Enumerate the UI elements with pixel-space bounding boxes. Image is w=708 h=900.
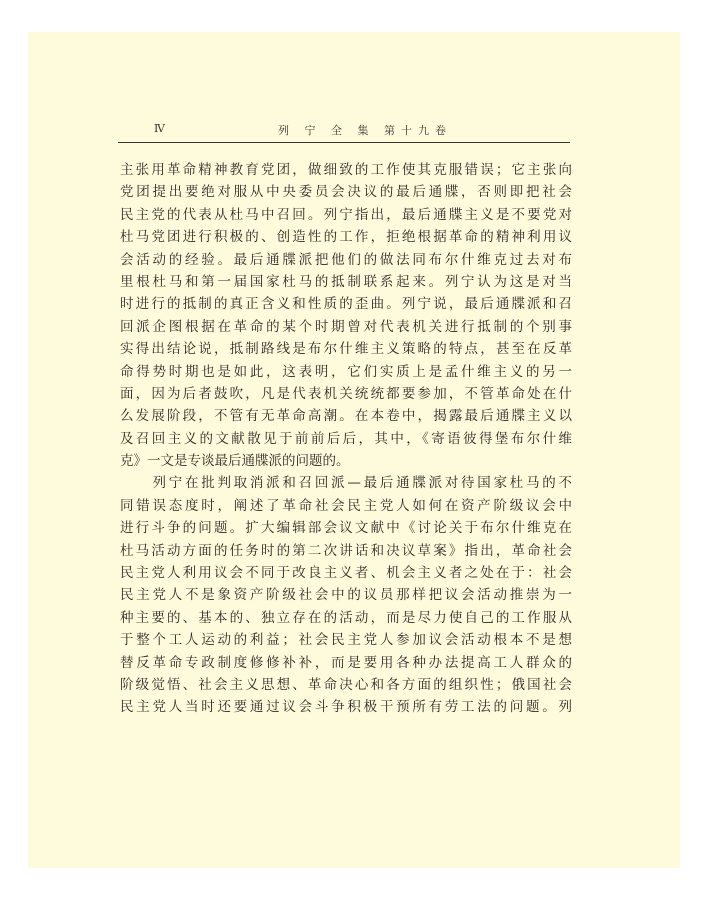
text-line: 时进行的抵制的真正含义和性质的歪曲。列宁说，最后通牒派和召	[120, 296, 572, 313]
page-header	[118, 120, 570, 143]
text-line: 阶级觉悟、社会主义思想、革命决心和各方面的组织性；俄国社会	[120, 676, 572, 693]
text-line: 面，因为后者鼓吹，凡是代表机关统统都要参加，不管革命处在什	[120, 385, 572, 402]
text-line: 杜马活动方面的任务时的第二次讲话和决议草案》指出，革命社会	[120, 542, 572, 559]
text-line: 民主党人当时还要通过议会斗争积极干预所有劳工法的问题。列	[120, 699, 572, 716]
paragraph	[120, 159, 572, 472]
text-line: 会活动的经验。最后通牒派把他们的做法同布尔什维克过去对布	[120, 251, 572, 268]
text-line: 主张用革命精神教育党团，做细致的工作使其克服错误；它主张向	[120, 162, 572, 178]
text-line: 及召回主义的文献散见于前前后后，其中，《寄语彼得堡布尔什维	[120, 430, 572, 447]
text-line: 进行斗争的问题。扩大编辑部会议文献中《讨论关于布尔什维克在	[120, 520, 572, 537]
text-line: 命得势时期也是如此，这表明，它们实质上是孟什维主义的另一	[120, 363, 572, 380]
running-title: 列 宁 全 集 第十九卷	[278, 124, 452, 137]
text-line: 民主党人不是象资产阶级社会中的议员那样把议会活动推崇为一	[120, 587, 572, 604]
paragraph	[120, 472, 572, 718]
body-text	[120, 159, 572, 719]
text-line: 克》一文是专谈最后通牒派的问题的。	[120, 453, 350, 470]
text-line: 党团提出要绝对服从中央委员会决议的最后通牒，否则即把社会	[120, 184, 572, 201]
text-line: 替反革命专政制度修修补补，而是要用各种办法提高工人群众的	[120, 654, 572, 671]
text-line: 里根杜马和第一届国家杜马的抵制联系起来。列宁认为这是对当	[120, 273, 572, 290]
text-line: 杜马党团进行积极的、创造性的工作，拒绝根据革命的精神利用议	[120, 229, 572, 246]
page-number: Ⅳ	[154, 123, 165, 135]
text-line: 种主要的、基本的、独立存在的活动，而是尽力使自己的工作服从	[120, 609, 572, 626]
text-line: 民主党人利用议会不同于改良主义者、机会主义者之处在于：社会	[120, 565, 572, 582]
text-line: 么发展阶段，不管有无革命高潮。在本卷中，揭露最后通牒主义以	[120, 408, 572, 425]
text-line: 列宁在批判取消派和召回派—最后通牒派对待国家杜马的不	[120, 475, 572, 492]
text-line: 于整个工人运动的利益；社会民主党人参加议会活动根本不是想	[120, 632, 572, 649]
text-line: 实得出结论说，抵制路线是布尔什维主义策略的特点，甚至在反革	[120, 341, 572, 358]
text-line: 回派企图根据在革命的某个时期曾对代表机关进行抵制的个别事	[120, 318, 572, 335]
text-line: 同错误态度时，阐述了革命社会民主党人如何在资产阶级议会中	[120, 497, 572, 514]
text-line: 民主党的代表从杜马中召回。列宁指出，最后通牒主义是不要党对	[120, 206, 572, 223]
